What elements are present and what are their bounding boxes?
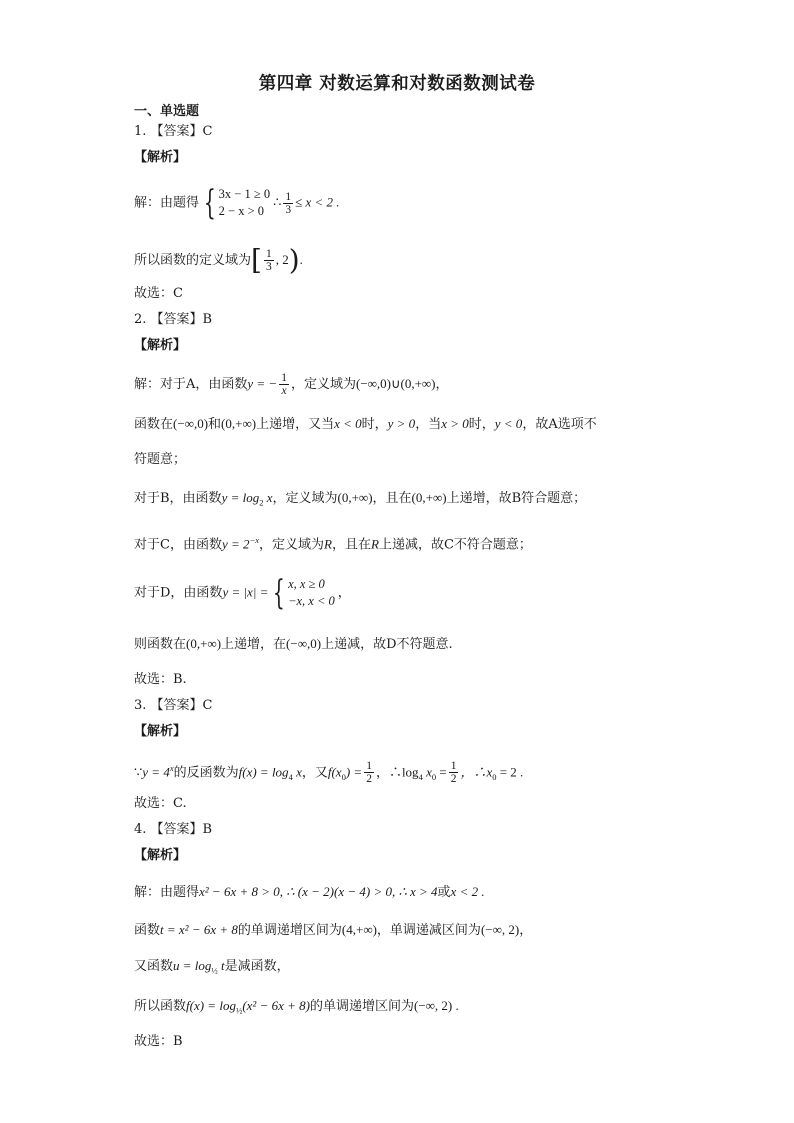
page-title: 第四章 对数运算和对数函数测试卷 <box>258 74 536 94</box>
q3-answer: 3. 【答案】C <box>134 698 213 713</box>
q3-line: ∵y = $4^x$的反函数为$f(x) = \log_4 x$，又$f(x_0)$ = $\frac{1}{2}$ ，$\therefore\log_4$ $x_0$ = $\frac{1}{2}$ ，$\therefore x_0 = 2$ . <box>134 760 524 786</box>
q2-line-f: 则函数在(0,+∞)上递增，在(−∞,0)上递减，故D不符题意. <box>134 636 453 652</box>
q3-choose: 故选：C. <box>134 796 187 811</box>
q4-line-2: 函数t = x² − 6x + 8的单调递增区间为(4,+∞)，单调递减区间为(−∞, 2)， <box>134 922 533 938</box>
q2-line-e: 对于D，由函数y = |x| = { x, x ≥ 0 −x, x < 0 ， <box>134 573 351 613</box>
q2-analysis-label: 【解析】 <box>134 338 187 353</box>
q4-line-1: 解：由题得x² − 6x + 8 > 0, ∴ (x − 2)(x − 4) > 0, ∴ x > 4或x < 2 . <box>134 884 485 900</box>
q4-line-4: 所以函数$f(x) = \log_{\frac{1}{2}}(x^2 - 6x + 8)$的单调递增区间为(−∞, 2) . <box>134 998 459 1016</box>
q3-analysis-label: 【解析】 <box>134 724 187 739</box>
q1-domain-line: 所以函数的定义域为[ $\frac{1}{3}$ , 2). <box>134 243 303 277</box>
q2-piecewise: { x, x ≥ 0 −x, x < 0 <box>273 573 335 613</box>
q2-answer: 2. 【答案】B <box>134 312 213 327</box>
q2-choose: 故选：B. <box>134 672 187 687</box>
q2-line-b2: 符题意； <box>134 452 187 467</box>
q1-solution-line: 解：由题得 { 3x − 1 ≥ 0 2 − x > 0 ∴ $\frac{1}{3}$ ≤ x < 2 . <box>134 183 340 223</box>
section-heading: 一、单选题 <box>134 104 200 119</box>
q1-answer: 1. 【答案】C <box>134 124 213 139</box>
q4-line-3: 又函数$u = \log_{\frac{1}{2}} t$是减函数， <box>134 958 290 976</box>
q4-analysis-label: 【解析】 <box>134 848 187 863</box>
q1-analysis-label: 【解析】 <box>134 150 187 165</box>
q2-line-d: 对于C，由函数$y = 2^{-x}$，定义域为R，且在R上递减，故C不符合题意； <box>134 535 532 553</box>
q2-line-c: 对于B，由函数$y = \log_2 x$，定义域为(0,+∞)，且在(0,+∞)上递增，故B符合题意； <box>134 490 587 508</box>
q4-answer: 4. 【答案】B <box>134 822 213 837</box>
q2-line-b: 函数在(−∞,0)和(0,+∞)上递增，又当x < 0时，y > 0，当x > 0时，y < 0，故A选项不 <box>134 416 597 432</box>
q2-line-a: 解：对于A，由函数y = − $\frac{1}{x}$ ，定义域为(−∞,0)∪(0,+∞)， <box>134 372 449 397</box>
q4-choose: 故选：B <box>134 1034 183 1049</box>
q1-fraction: $\frac{1}{3}$ <box>285 190 292 216</box>
q1-choose: 故选：C <box>134 286 183 301</box>
q1-inequality-system: { 3x − 1 ≥ 0 2 − x > 0 <box>203 183 271 223</box>
